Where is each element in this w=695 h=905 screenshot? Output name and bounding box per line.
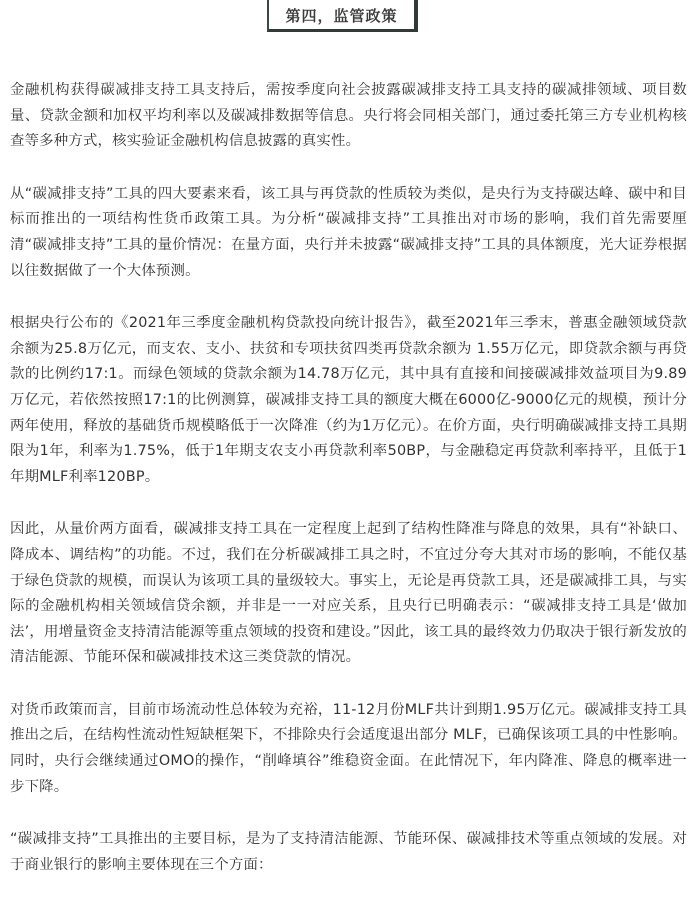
paragraph-disclosure: 金融机构获得碳减排支持工具支持后，需按季度向社会披露碳减排支持工具支持的碳减排领域、项目数量、贷款金额和加权平均利率以及碳减排数据等信息。央行将会同相关部门，通过委托第三方专业机构核查等多种方式，核实验证金融机构信息披露的真实性。 <box>10 82 687 150</box>
section-heading: 第四，监管政策 <box>285 7 398 25</box>
section-heading-box <box>267 0 418 32</box>
paragraph-monetary-policy: 对货币政策而言，目前市场流动性总体较为充裕，11-12月份MLF共计到期1.95万亿元。碳减排支持工具推出之后，在结构性流动性短缺框架下，不排除央行会适度退出部分 MLF，已确保该项工具的中性影响。同时，央行会继续通过OMO的操作，“削峰填谷”维稳资金面。在此情况下，年内降准、降息的概率进一步下降。 <box>10 701 687 795</box>
paragraph-volume-price: 根据央行公布的《2021年三季度金融机构贷款投向统计报告》，截至2021年三季末，普惠金融领域贷款余额为25.8万亿元，而支农、支小、扶贫和专项扶贫四类再贷款余额为 1.55万亿元，即贷款余额与再贷款的比例约17:1。而绿色领域的贷款余额为14.78万亿元，其中具有直接和间接碳减排效益项目为9.89万亿元，若依然按照17:1的比例测算，碳减排支持工具的额度大概在6000亿-9000亿元的规模，预计分两年使用，释放的基础货币规模略低于一次降准（约为1万亿元）。在价方面，央行明确碳减排支持工具期限为1年，利率为1.75%，低于1年期支农支小再贷款利率50BP，与金融稳定再贷款利率持平，且低于1年期MLF利率120BP。 <box>10 315 687 485</box>
article-body <box>10 78 687 905</box>
section-heading-area <box>0 0 695 40</box>
paragraph-bank-impact: “碳减排支持”工具推出的主要目标，是为了支持清洁能源、节能环保、碳减排技术等重点领域的发展。对于商业银行的影响主要体现在三个方面： <box>10 831 687 873</box>
paragraph-tool-elements: 从“碳减排支持”工具的四大要素来看，该工具与再贷款的性质较为类似，是央行为支持碳达峰、碳中和目标而推出的一项结构性货币政策工具。为分析“碳减排支持”工具推出对市场的影响，我们首先需要厘清“碳减排支持”工具的量价情况：在量方面，央行并未披露“碳减排支持”工具的具体额度，光大证券根据以往数据做了一个大体预测。 <box>10 185 687 279</box>
paragraph-effect-analysis: 因此，从量价两方面看，碳减排支持工具在一定程度上起到了结构性降准与降息的效果，具有“补缺口、降成本、调结构”的功能。不过，我们在分析碳减排工具之时，不宜过分夸大其对市场的影响，不能仅基于绿色贷款的规模，而误认为该项工具的量级较大。事实上，无论是再贷款工具，还是碳减排工具，与实际的金融机构相关领域信贷余额，并非是一一对应关系，且央行已明确表示：“碳减排支持工具是‘做加法’，用增量资金支持清洁能源等重点领域的投资和建设。”因此，该工具的最终效力仍取决于银行新发放的清洁能源、节能环保和碳减排技术这三类贷款的情况。 <box>10 521 687 666</box>
